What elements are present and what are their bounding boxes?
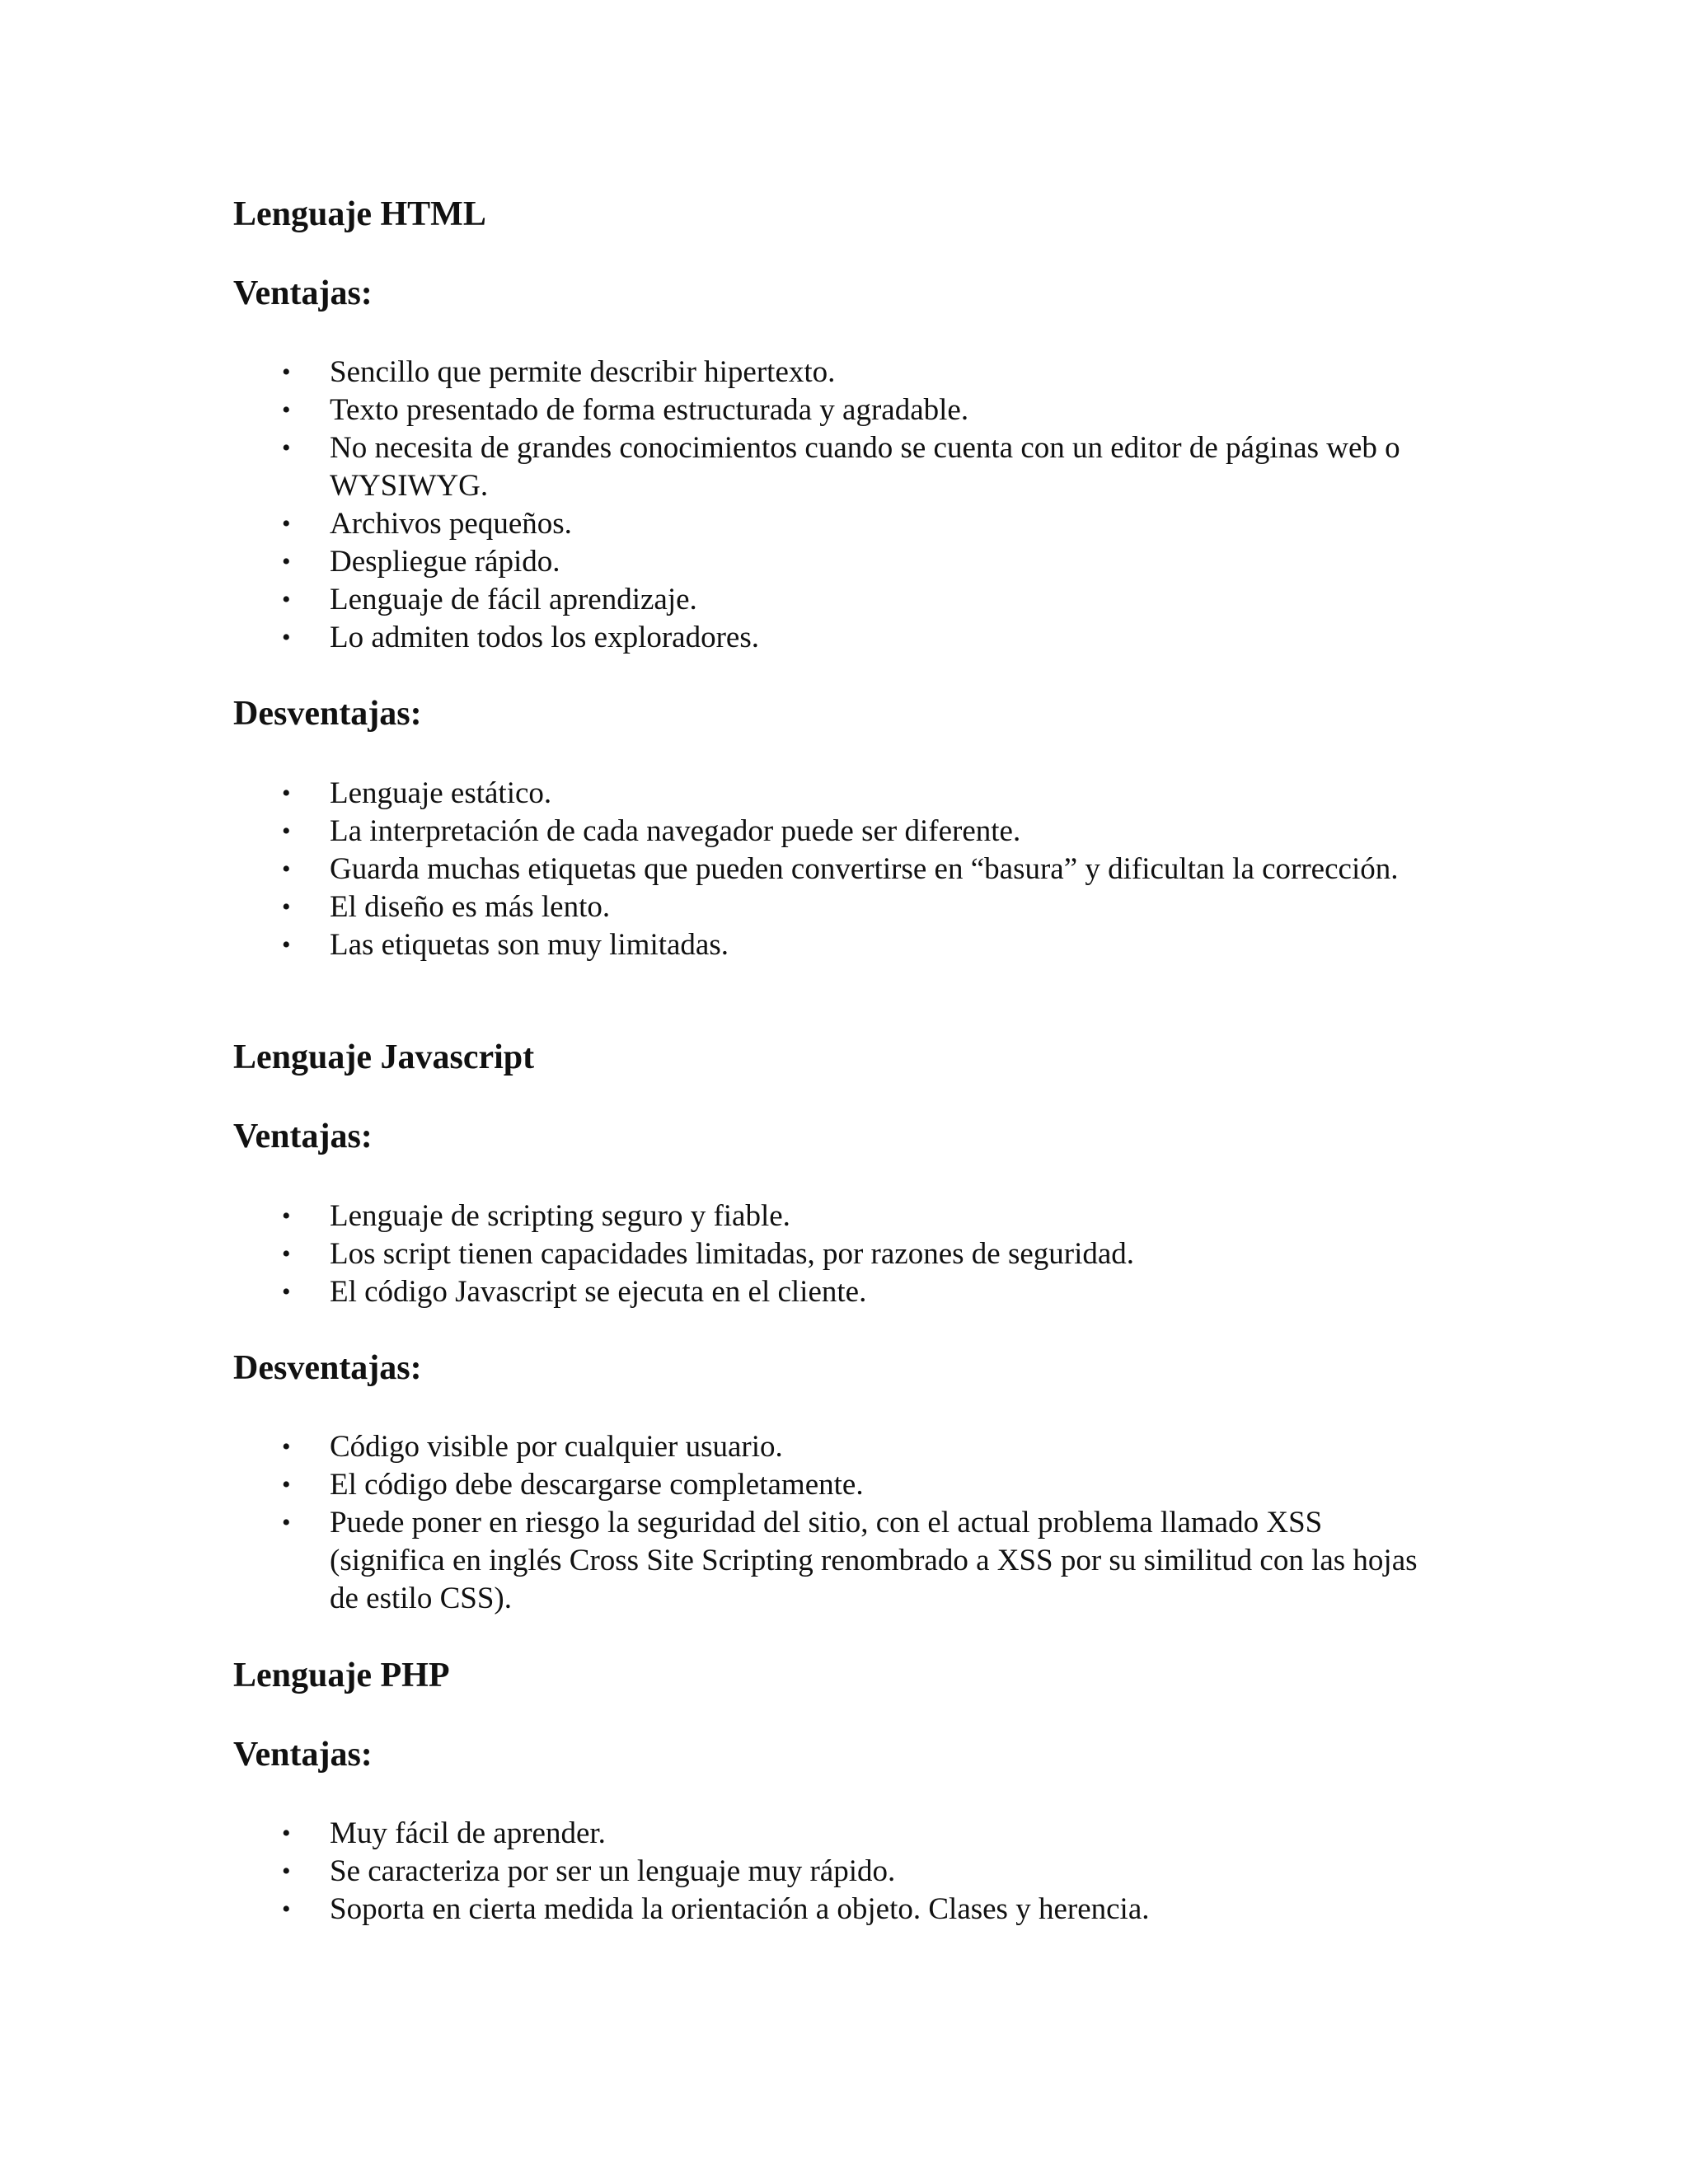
bullet-icon: • [282, 893, 291, 921]
bullet-icon: • [282, 1202, 291, 1230]
bullet-icon: • [282, 434, 291, 462]
ventajas-heading-javascript: Ventajas: [233, 1118, 373, 1155]
ventajas-list-php [0, 1815, 1688, 1929]
bullet-icon: • [282, 548, 291, 575]
list-item: • El código Javascript se ejecuta en el cliente. [0, 1273, 1688, 1311]
list-item: • Texto presentado de forma estructurada y agradable. [0, 391, 1688, 429]
bullet-icon: • [282, 1278, 291, 1305]
bullet-icon: • [282, 396, 291, 424]
list-item: • El código debe descargarse completamente. [0, 1466, 1688, 1504]
list-item: • La interpretación de cada navegador puede ser diferente. [0, 813, 1688, 851]
section-title-php: Lenguaje PHP [233, 1657, 450, 1694]
bullet-icon: • [282, 931, 291, 958]
bullet-icon: • [282, 1240, 291, 1268]
bullet-icon: • [282, 818, 291, 845]
section-title-html: Lenguaje HTML [233, 195, 486, 233]
list-item: • Soporta en cierta medida la orientación a objeto. Clases y herencia. [0, 1891, 1688, 1929]
bullet-icon: • [282, 359, 291, 386]
list-item: • Lenguaje de fácil aprendizaje. [0, 581, 1688, 619]
list-item: • Sencillo que permite describir hipertexto. [0, 354, 1688, 391]
list-item: • Despliegue rápido. [0, 543, 1688, 581]
ventajas-list-html [0, 354, 1688, 657]
list-item: • Los script tienen capacidades limitadas, por razones de seguridad. [0, 1235, 1688, 1273]
list-item: • Las etiquetas son muy limitadas. [0, 926, 1688, 964]
list-item: • Puede poner en riesgo la seguridad del sitio, con el actual problema llamado XSS (significa en inglés Cross Site Scripting renombrado a XSS por su similitud con las hojas de estilo CSS). [282, 1506, 1418, 1615]
bullet-icon: • [282, 1896, 291, 1923]
list-item: • Muy fácil de aprender. [0, 1815, 1688, 1853]
list-item: • Guarda muchas etiquetas que pueden convertirse en “basura” y dificultan la corrección. [0, 851, 1688, 888]
ventajas-heading-php: Ventajas: [233, 1736, 373, 1774]
list-item: • Código visible por cualquier usuario. [0, 1428, 1688, 1466]
bullet-icon: • [282, 1471, 291, 1498]
list-item: • El diseño es más lento. [0, 888, 1688, 926]
desventajas-heading-javascript: Desventajas: [233, 1349, 422, 1387]
desventajas-list-javascript [0, 1428, 1688, 1618]
desventajas-heading-html: Desventajas: [233, 695, 422, 733]
list-item: • Lenguaje de scripting seguro y fiable. [0, 1197, 1688, 1235]
list-item: • Se caracteriza por ser un lenguaje muy rápido. [0, 1853, 1688, 1891]
ventajas-heading-html: Ventajas: [233, 274, 373, 312]
bullet-icon: • [282, 1433, 291, 1460]
list-item: • Lo admiten todos los exploradores. [0, 619, 1688, 657]
list-item: • Archivos pequeños. [0, 505, 1688, 543]
list-item: • No necesita de grandes conocimientos cuando se cuenta con un editor de páginas web o WYSIWYG. [282, 431, 1400, 503]
list-item: • Lenguaje estático. [0, 775, 1688, 813]
bullet-icon: • [282, 1509, 291, 1536]
bullet-icon: • [282, 1858, 291, 1885]
bullet-icon: • [282, 1820, 291, 1847]
bullet-icon: • [282, 624, 291, 651]
bullet-icon: • [282, 855, 291, 883]
bullet-icon: • [282, 780, 291, 807]
desventajas-list-html [0, 775, 1688, 964]
bullet-icon: • [282, 510, 291, 537]
ventajas-list-javascript [0, 1197, 1688, 1311]
section-title-javascript: Lenguaje Javascript [233, 1038, 535, 1076]
bullet-icon: • [282, 586, 291, 613]
